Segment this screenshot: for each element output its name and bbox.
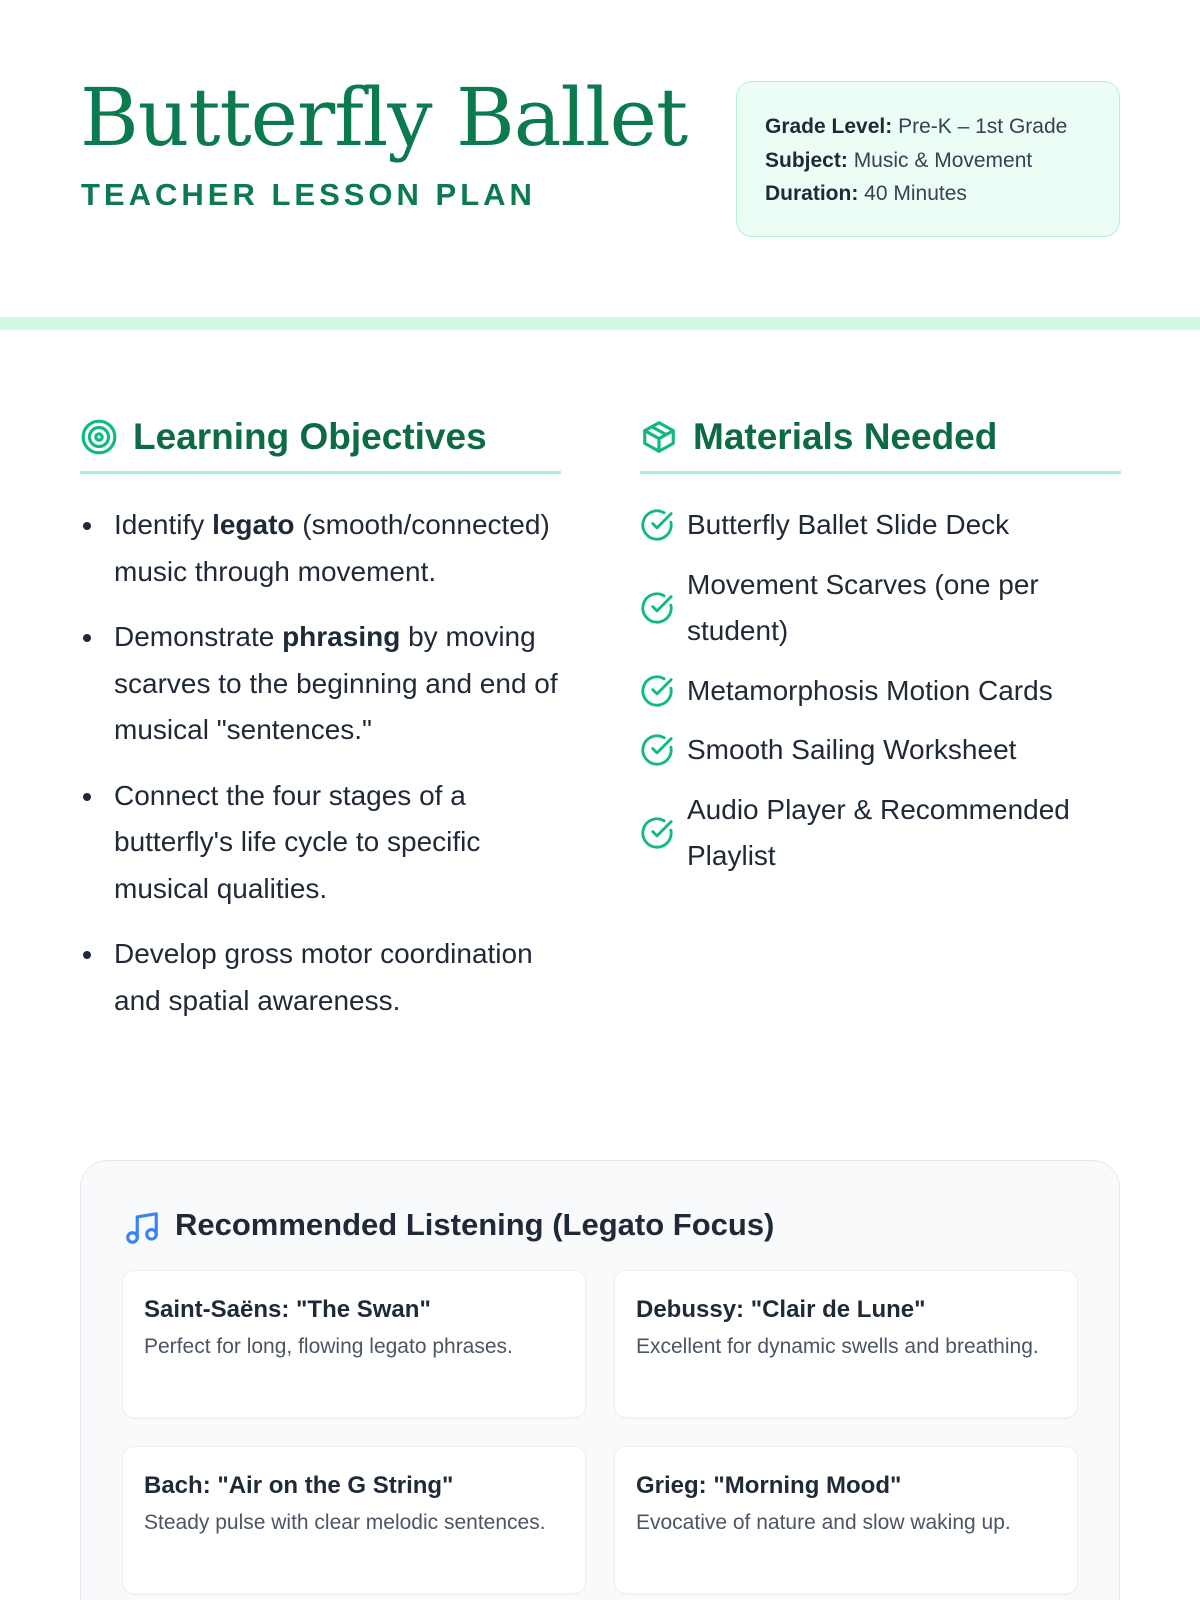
objectives-list [80,502,560,1043]
info-label: Duration: [765,182,859,205]
objective-text: by moving scarves to the beginning and end of musical "sentences." [114,621,558,745]
objective-keyword: legato [212,509,295,540]
objective-text: Develop gross motor coordination and spatial awareness. [114,938,533,1016]
material-item [640,727,1110,774]
check-circle-icon [640,508,674,542]
check-circle-icon [640,591,674,625]
objective-item [80,614,560,754]
box-icon [640,418,678,456]
song-card [122,1446,586,1594]
material-text: Smooth Sailing Worksheet [687,734,1017,765]
lesson-header [0,0,1200,317]
objective-text: (smooth/connected) music through movement. [114,509,550,587]
objective-keyword: phrasing [282,621,401,652]
objective-item [80,502,560,595]
objective-item [80,773,560,913]
objective-text: Demonstrate [114,621,283,652]
music-note-icon [123,1209,161,1247]
page-title: Butterfly Ballet [80,71,688,164]
info-value: Pre-K – 1st Grade [898,115,1068,138]
materials-heading [640,412,1121,474]
objective-text: Identify [114,509,213,540]
check-circle-icon [640,733,674,767]
info-grade-level [765,110,1119,144]
lesson-info-card [736,81,1120,237]
materials-heading-text: Materials Needed [693,416,998,457]
song-description: Perfect for long, flowing legato phrases. [144,1335,513,1358]
info-duration [765,177,1119,211]
info-value: 40 Minutes [864,182,967,205]
material-text: Butterfly Ballet Slide Deck [687,509,1010,540]
info-subject [765,144,1119,178]
objective-item [80,931,560,1024]
objectives-heading [80,412,561,474]
song-card [122,1270,586,1418]
recommended-listening-panel [80,1160,1120,1600]
song-title: Debussy: "Clair de Lune" [636,1296,926,1323]
target-icon [80,418,118,456]
objectives-heading-text: Learning Objectives [133,416,487,457]
material-text: Audio Player & Recommended Playlist [687,793,1070,871]
material-item [640,668,1110,715]
info-label: Subject: [765,148,848,172]
song-description: Steady pulse with clear melodic sentences. [144,1511,546,1534]
song-card [614,1270,1078,1418]
material-text: Metamorphosis Motion Cards [687,674,1053,706]
materials-list [640,502,1110,893]
song-title: Grieg: "Morning Mood" [636,1472,902,1499]
song-title: Bach: "Air on the G String" [144,1472,454,1499]
info-label: Grade Level: [765,115,893,138]
page-subtitle: TEACHER LESSON PLAN [81,177,536,212]
song-description: Excellent for dynamic swells and breathing. [636,1335,1039,1358]
material-text: Movement Scarves (one per student) [687,568,1039,646]
song-description: Evocative of nature and slow waking up. [636,1511,1011,1534]
material-item [640,562,1110,655]
info-value: Music & Movement [853,148,1033,172]
header-divider [0,317,1200,330]
check-circle-icon [640,674,674,708]
check-circle-icon [640,816,674,850]
objective-text: Connect the four stages of a butterfly's life cycle to specific musical qualities. [114,779,481,904]
song-title: Saint-Saëns: "The Swan" [144,1296,431,1323]
listening-heading-text: Recommended Listening (Legato Focus) [175,1207,775,1242]
material-item [640,787,1110,880]
material-item [640,502,1110,549]
song-card [614,1446,1078,1594]
